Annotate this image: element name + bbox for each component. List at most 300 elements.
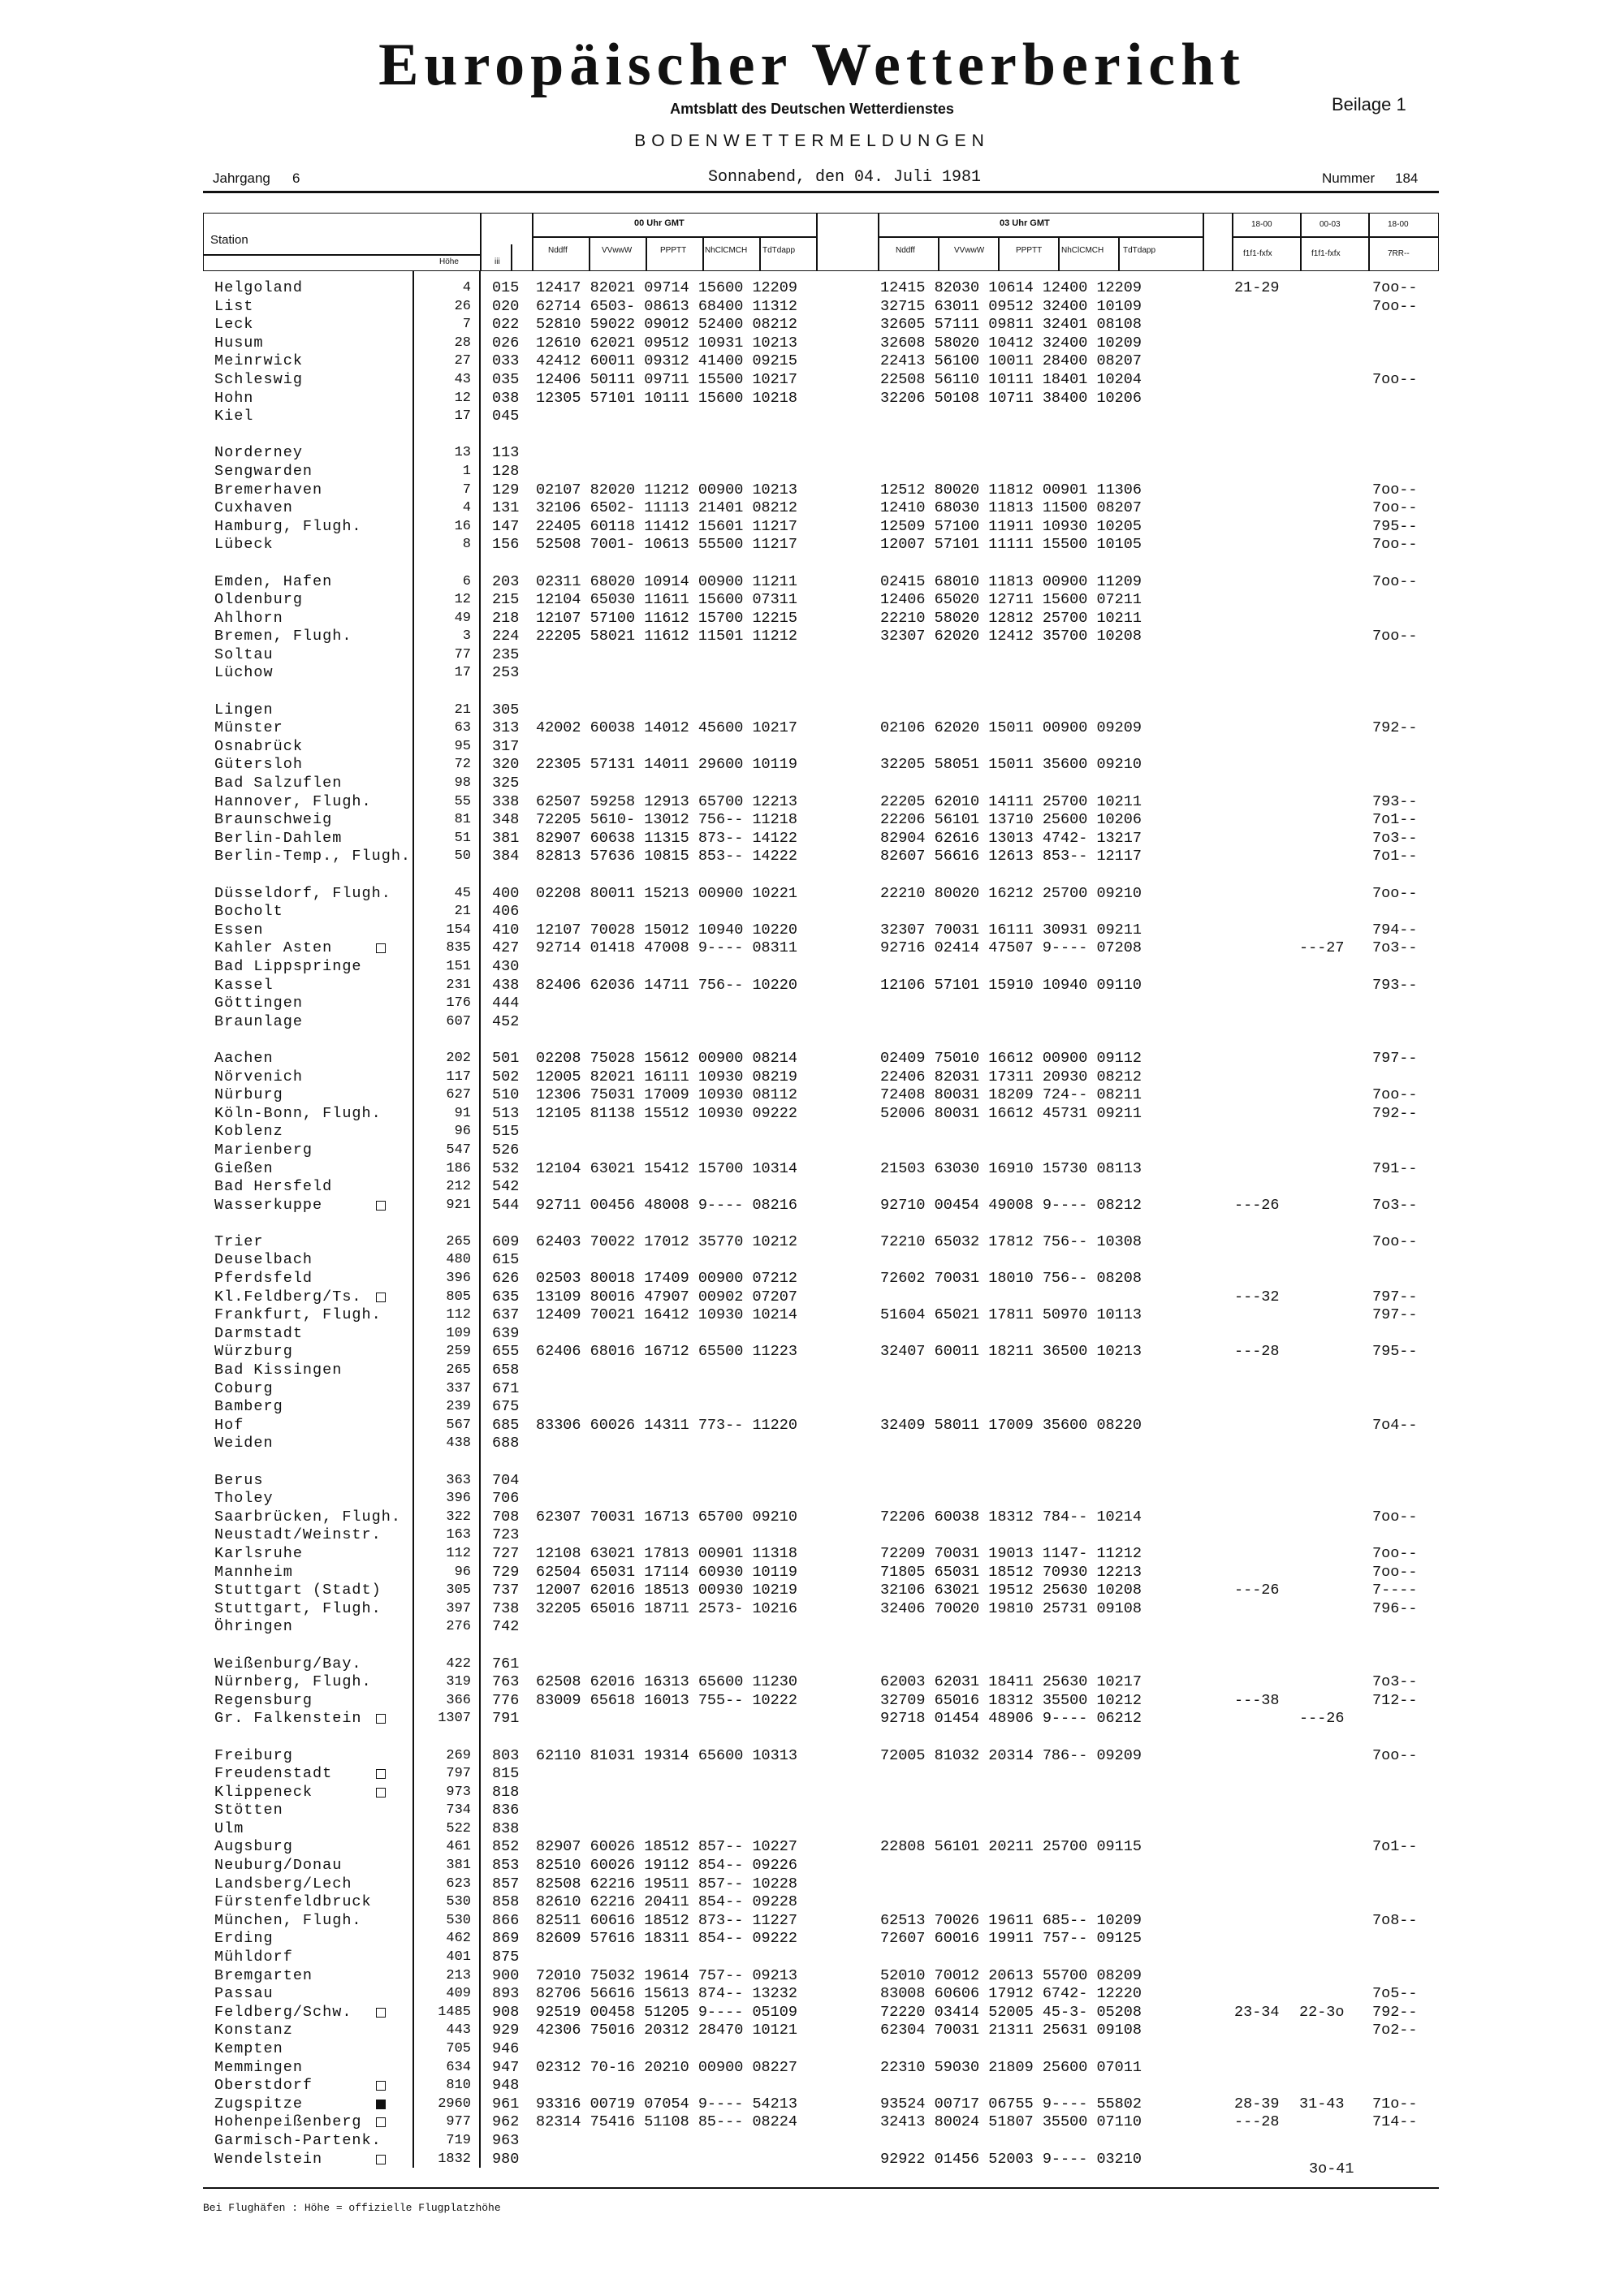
station-height: 96 [454,1124,471,1140]
station-height: 12 [454,390,471,406]
obs-00-uhr: 82511 60616 18512 873-- 11227 [536,1911,797,1929]
group-gap [0,426,1624,445]
station-name: Bad Hersfeld [214,1178,333,1196]
station-height: 522 [446,1820,471,1836]
table-row [0,646,1624,665]
extra-note: 3o-41 [1309,2160,1354,2177]
station-name: Mannheim [214,1563,293,1581]
square-icon [376,2008,386,2018]
station-index: 615 [492,1251,520,1269]
obs-03-uhr: 52006 80031 16612 45731 09211 [880,1104,1142,1122]
precip-rr: 796-- [1372,1599,1418,1617]
station-index: 427 [492,939,520,957]
table-row [0,1784,1624,1802]
station-index: 761 [492,1655,520,1672]
station-height: 438 [446,1435,471,1452]
station-name: Lingen [214,701,274,719]
square-icon [376,1788,386,1798]
station-height: 8 [462,537,471,553]
station-height: 1307 [438,1711,471,1727]
range-18-00: 21-29 [1234,279,1280,296]
station-index: 609 [492,1232,520,1250]
obs-03-uhr: 51604 65021 17811 50970 10113 [880,1306,1142,1324]
table-row [0,316,1624,334]
table-row [0,830,1624,848]
station-name: Wendelstein [214,2150,323,2168]
obs-00-uhr: 82706 56616 15613 874-- 13232 [536,1985,797,2003]
obs-00-uhr: 92711 00456 48008 9---- 08216 [536,1196,797,1214]
obs-03-uhr: 02409 75010 16612 00900 09112 [880,1049,1142,1067]
station-index: 015 [492,279,520,296]
precip-rr: 7o3-- [1372,1196,1418,1214]
obs-03-uhr: 32106 63021 19512 25630 10208 [880,1582,1142,1599]
table-row [0,536,1624,555]
station-name: Neustadt/Weinstr. [214,1526,382,1544]
obs-00-uhr: 12107 70028 15012 10940 10220 [536,921,797,939]
station-name: Gießen [214,1159,274,1177]
col-dew-03: TdTdapp [1123,246,1156,255]
r18-header: 18-00 [1251,220,1272,229]
station-height: 6 [462,573,471,589]
station-name: Nürburg [214,1086,283,1104]
table-row [0,1692,1624,1711]
station-height: 530 [446,1912,471,1928]
obs-03-uhr: 72209 70031 19013 1147- 11212 [880,1544,1142,1562]
station-name: Bad Lippspringe [214,957,362,975]
station-index: 348 [492,811,520,829]
station-name: Essen [214,921,264,939]
station-name: Köln-Bonn, Flugh. [214,1104,382,1122]
station-name: Feldberg/Schw. [214,2003,352,2021]
table-row [0,1105,1624,1124]
station-height: 51 [454,830,471,846]
precip-rr: 791-- [1372,1159,1418,1177]
station-name: Soltau [214,645,274,663]
station-name: List [214,297,254,315]
r00-header: 00-03 [1320,220,1341,229]
station-height: 81 [454,812,471,828]
square-icon [376,1293,386,1302]
station-height: 305 [446,1582,471,1599]
table-row [0,1178,1624,1197]
table-row [0,1288,1624,1307]
station-name: Ulm [214,1819,244,1837]
obs-03-uhr: 22310 59030 21809 25600 07011 [880,2058,1142,2076]
station-name: Frankfurt, Flugh. [214,1306,382,1324]
station-height: 13 [454,445,471,461]
table-row [0,1233,1624,1252]
obs-03-uhr: 32409 58011 17009 35600 08220 [880,1416,1142,1434]
obs-03-uhr: 32206 50108 10711 38400 10206 [880,389,1142,407]
obs-00-uhr: 12005 82021 16111 10930 08219 [536,1068,797,1085]
table-row [0,1875,1624,1894]
range-00-03: ---26 [1299,1710,1345,1728]
obs-00-uhr: 72205 5610- 13012 756-- 11218 [536,811,797,829]
obs-00-uhr: 12610 62021 09512 10931 10213 [536,334,797,352]
station-index: 384 [492,848,520,865]
table-row [0,298,1624,317]
obs-00-uhr: 92714 01418 47008 9---- 08311 [536,939,797,957]
obs-03-uhr: 92716 02414 47507 9---- 07208 [880,939,1142,957]
obs-00-uhr: 82609 57616 18311 854-- 09222 [536,1930,797,1948]
station-height: 3 [462,628,471,645]
precip-rr: 792-- [1372,719,1418,737]
subtitle: Amtsblatt des Deutschen Wetterdienstes [670,101,954,117]
precip-rr: 797-- [1372,1288,1418,1306]
station-index: 045 [492,408,520,425]
station-index: 542 [492,1178,520,1196]
station-index: 962 [492,2113,520,2131]
station-name: Gr. Falkenstein [214,1710,362,1728]
station-height: 17 [454,408,471,425]
station-height: 49 [454,610,471,626]
station-index: 658 [492,1362,520,1379]
table-row [0,2095,1624,2114]
station-height: 547 [446,1142,471,1158]
square-icon [376,2117,386,2127]
station-index: 502 [492,1068,520,1085]
station-index: 869 [492,1930,520,1948]
obs-00-uhr: 12409 70021 16412 10930 10214 [536,1306,797,1324]
table-row [0,1435,1624,1453]
table-row [0,352,1624,371]
station-height: 719 [446,2132,471,2148]
table-row [0,1142,1624,1160]
precip-rr: 7oo-- [1372,572,1418,590]
table-row [0,775,1624,793]
station-height: 17 [454,665,471,681]
station-index: 858 [492,1893,520,1911]
station-index: 626 [492,1270,520,1288]
station-height: 977 [446,2114,471,2130]
station-name: Berus [214,1471,264,1489]
precip-rr: 7---- [1372,1582,1418,1599]
precip-rr: 7oo-- [1372,279,1418,296]
obs-03-uhr: 22406 82031 17311 20930 08212 [880,1068,1142,1085]
obs-03-uhr: 72210 65032 17812 756-- 10308 [880,1232,1142,1250]
table-row [0,1050,1624,1068]
station-name: Nürnberg, Flugh. [214,1673,372,1691]
obs-00-uhr: 92519 00458 51205 9---- 05109 [536,2003,797,2021]
rr-sub: 7RR-- [1388,249,1410,258]
obs-00-uhr: 82907 60026 18512 857-- 10227 [536,1838,797,1856]
table-row [0,793,1624,812]
station-height: 154 [446,921,471,938]
col-nddff-03: Nddff [896,246,915,255]
table-row [0,1655,1624,1674]
station-name: Darmstadt [214,1324,303,1342]
station-index: 452 [492,1012,520,1030]
obs-03-uhr: 82904 62616 13013 4742- 13217 [880,829,1142,847]
obs-03-uhr: 72602 70031 18010 756-- 08208 [880,1270,1142,1288]
table-row [0,1838,1624,1857]
table-row [0,1490,1624,1508]
obs-03-uhr: 92710 00454 49008 9---- 08212 [880,1196,1142,1214]
station-height: 98 [454,775,471,792]
station-name: Berlin-Dahlem [214,829,343,847]
station-name: Erding [214,1930,274,1948]
station-height: 112 [446,1545,471,1561]
station-name: Kl.Feldberg/Ts. [214,1288,362,1306]
station-height: 26 [454,298,471,314]
station-name: Gütersloh [214,756,303,774]
obs-00-uhr: 22205 58021 11612 11501 11212 [536,628,797,645]
table-row [0,1380,1624,1399]
table-row [0,1068,1624,1087]
precip-rr: 797-- [1372,1049,1418,1067]
obs-00-uhr: 42306 75016 20312 28470 10121 [536,2022,797,2039]
obs-03-uhr: 32709 65016 18312 35500 10212 [880,1691,1142,1709]
station-index: 704 [492,1471,520,1489]
station-name: Pferdsfeld [214,1270,313,1288]
station-name: Cuxhaven [214,499,293,517]
table-row [0,1123,1624,1142]
station-name: Emden, Hafen [214,572,333,590]
obs-00-uhr: 82907 60638 11315 873-- 14122 [536,829,797,847]
obs-00-uhr: 12305 57101 10111 15600 10218 [536,389,797,407]
precip-rr: 793-- [1372,976,1418,994]
station-index: 961 [492,2095,520,2113]
table-row [0,499,1624,518]
obs-03-uhr: 21503 63030 16910 15730 08113 [880,1159,1142,1177]
station-height: 409 [446,1986,471,2002]
station-index: 946 [492,2040,520,2057]
station-height: 443 [446,2022,471,2039]
station-height: 921 [446,1197,471,1213]
station-name: Bremerhaven [214,481,323,498]
obs-00-uhr: 12104 63021 15412 15700 10314 [536,1159,797,1177]
obs-03-uhr: 71805 65031 18512 70930 12213 [880,1563,1142,1581]
obs-03-uhr: 32413 80024 51807 35500 07110 [880,2113,1142,2131]
r1800-header: 18-00 [1388,220,1409,229]
station-height: 366 [446,1692,471,1708]
station-name: Wasserkuppe [214,1196,323,1214]
precip-rr: 797-- [1372,1306,1418,1324]
station-height: 72 [454,757,471,773]
station-height: 43 [454,371,471,387]
station-height: 422 [446,1655,471,1672]
station-height: 634 [446,2059,471,2075]
station-name: Neuburg/Donau [214,1857,343,1875]
obs-00-uhr: 62110 81031 19314 65600 10313 [536,1746,797,1764]
r18-sub: f1f1-fxfx [1243,249,1272,258]
obs-00-uhr: 72010 75032 19614 757-- 09213 [536,1966,797,1984]
station-index: 129 [492,481,520,498]
obs-00-uhr: 83009 65618 16013 755-- 10222 [536,1691,797,1709]
obs-00-uhr: 12108 63021 17813 00901 11318 [536,1544,797,1562]
station-index: 738 [492,1599,520,1617]
obs-03-uhr: 82607 56616 12613 853-- 12117 [880,848,1142,865]
precip-rr: 7o1-- [1372,1838,1418,1856]
station-height: 21 [454,904,471,920]
station-index: 776 [492,1691,520,1709]
table-row [0,1967,1624,1986]
obs-03-uhr: 22210 80020 16212 25700 09210 [880,884,1142,902]
station-index: 218 [492,609,520,627]
station-name: Bad Kissingen [214,1362,343,1379]
obs-03-uhr: 32406 70020 19810 25731 09108 [880,1599,1142,1617]
table-row [0,1802,1624,1820]
station-index: 305 [492,701,520,719]
col-vvwww: VVwwW [602,246,633,255]
station-index: 671 [492,1379,520,1397]
obs-00-uhr: 02503 80018 17409 00900 07212 [536,1270,797,1288]
station-name: Bocholt [214,903,283,921]
table-row [0,390,1624,408]
station-height: 322 [446,1508,471,1525]
obs-00-uhr: 02208 80011 15213 00900 10221 [536,884,797,902]
table-row [0,408,1624,426]
obs-03-uhr: 72005 81032 20314 786-- 09209 [880,1746,1142,1764]
station-index: 818 [492,1783,520,1801]
obs-03-uhr: 83008 60606 17912 6742- 12220 [880,1985,1142,2003]
precip-rr: 7oo-- [1372,1232,1418,1250]
range-00-03: ---27 [1299,939,1345,957]
station-index: 963 [492,2131,520,2149]
station-height: 265 [446,1362,471,1379]
station-name: Helgoland [214,279,303,296]
col-clouds-03: NhClCMCH [1061,246,1104,255]
table-row [0,334,1624,353]
square-icon [376,943,386,953]
station-height: 567 [446,1417,471,1433]
table-row [0,2059,1624,2078]
station-index: 675 [492,1398,520,1416]
station-name: Meinrwick [214,352,303,370]
station-height: 1832 [438,2151,471,2167]
station-name: Freudenstadt [214,1765,333,1783]
r00-sub: f1f1-fxfx [1311,249,1341,258]
obs-00-uhr: 12105 81138 15512 10930 09222 [536,1104,797,1122]
station-height: 973 [446,1784,471,1800]
group-03-header: 03 Uhr GMT [1000,218,1050,228]
station-index: 430 [492,957,520,975]
station-height: 63 [454,720,471,736]
station-name: Saarbrücken, Flugh. [214,1508,401,1526]
table-row [0,977,1624,995]
station-name: Göttingen [214,995,303,1012]
station-name: Bad Salzuflen [214,775,343,792]
table-row [0,610,1624,628]
obs-03-uhr: 32307 70031 16111 30931 09211 [880,921,1142,939]
range-18-00: ---28 [1234,1343,1280,1361]
station-height: 117 [446,1068,471,1085]
range-18-00: 23-34 [1234,2003,1280,2021]
obs-03-uhr: 72220 03414 52005 45-3- 05208 [880,2003,1142,2021]
obs-03-uhr: 12106 57101 15910 10940 09110 [880,976,1142,994]
station-index: 815 [492,1765,520,1783]
obs-03-uhr: 12512 80020 11812 00901 11306 [880,481,1142,498]
station-header: Station [210,233,248,247]
precip-rr: 7oo-- [1372,1508,1418,1526]
obs-00-uhr: 32106 6502- 11113 21401 08212 [536,499,797,517]
obs-03-uhr: 62513 70026 19611 685-- 10209 [880,1911,1142,1929]
obs-03-uhr: 22413 56100 10011 28400 08207 [880,352,1142,370]
station-index: 929 [492,2022,520,2039]
issue-date: Sonnabend, den 04. Juli 1981 [708,168,982,187]
iii-header: iii [495,257,500,266]
range-18-00: ---26 [1234,1582,1280,1599]
obs-03-uhr: 02106 62020 15011 00900 09209 [880,719,1142,737]
station-height: 835 [446,940,471,956]
station-index: 438 [492,976,520,994]
range-18-00: 28-39 [1234,2095,1280,2113]
table-row [0,903,1624,921]
table-row [0,1618,1624,1637]
table-row [0,738,1624,757]
table-row [0,1582,1624,1600]
station-height: 7 [462,481,471,498]
station-name: Lübeck [214,536,274,554]
station-height: 7 [462,317,471,333]
obs-00-uhr: 32205 65016 18711 2573- 10216 [536,1599,797,1617]
table-row [0,1747,1624,1766]
station-height: 396 [446,1491,471,1507]
station-index: 857 [492,1875,520,1892]
table-row [0,2077,1624,2095]
station-height: 337 [446,1380,471,1396]
table-row [0,628,1624,646]
obs-03-uhr: 32407 60011 18211 36500 10213 [880,1343,1142,1361]
obs-00-uhr: 62406 68016 16712 65500 11223 [536,1343,797,1361]
station-height: 705 [446,2041,471,2056]
precip-rr: 795-- [1372,1343,1418,1361]
obs-00-uhr: 82508 62216 19511 857-- 10228 [536,1875,797,1892]
precip-rr: 792-- [1372,2003,1418,2021]
station-index: 515 [492,1123,520,1141]
square-icon [376,1769,386,1779]
station-height: 4 [462,500,471,516]
obs-00-uhr: 62507 59258 12913 65700 12213 [536,792,797,810]
precip-rr: 794-- [1372,921,1418,939]
station-name: Husum [214,334,264,352]
station-index: 637 [492,1306,520,1324]
station-height: 401 [446,1949,471,1966]
obs-00-uhr: 12104 65030 11611 15600 07311 [536,591,797,609]
precip-rr: 7oo-- [1372,1563,1418,1581]
page-title: Europäischer Wetterbericht [378,32,1246,98]
precip-rr: 7o4-- [1372,1416,1418,1434]
station-index: 803 [492,1746,520,1764]
station-name: Landsberg/Lech [214,1875,352,1892]
obs-00-uhr: 52810 59022 09012 52400 08212 [536,316,797,334]
table-row [0,371,1624,390]
obs-03-uhr: 62003 62031 18411 25630 10217 [880,1673,1142,1691]
station-height: 1485 [438,2004,471,2020]
col-nddff: Nddff [548,246,568,255]
station-index: 510 [492,1086,520,1104]
station-name: Passau [214,1985,274,2003]
station-name: Hannover, Flugh. [214,792,372,810]
table-row [0,1949,1624,1967]
station-index: 215 [492,591,520,609]
station-index: 410 [492,921,520,939]
square-icon [376,1714,386,1724]
range-18-00: ---38 [1234,1691,1280,1709]
obs-03-uhr: 93524 00717 06755 9---- 55802 [880,2095,1142,2113]
obs-03-uhr: 32605 57111 09811 32401 08108 [880,316,1142,334]
table-row [0,939,1624,958]
table-row [0,2150,1624,2177]
station-height: 163 [446,1527,471,1543]
square-icon [376,2155,386,2164]
precip-rr: 7o3-- [1372,939,1418,957]
table-row [0,1508,1624,1527]
precip-rr: 7o1-- [1372,848,1418,865]
precip-rr: 793-- [1372,792,1418,810]
range-18-00: ---28 [1234,2113,1280,2131]
header-rule [203,191,1439,193]
